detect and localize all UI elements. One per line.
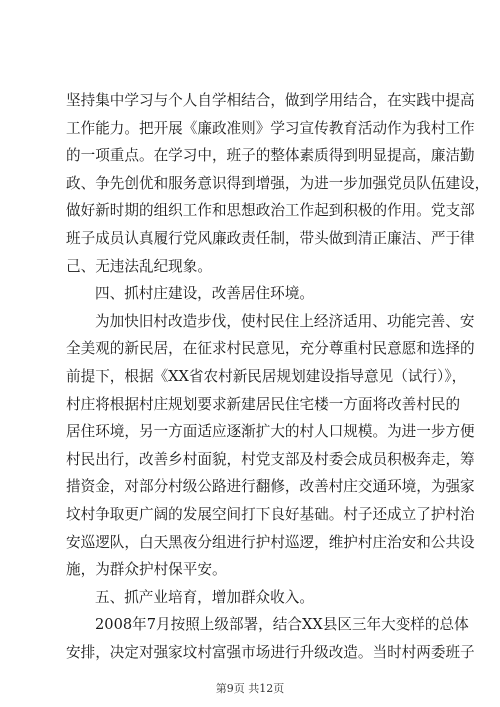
- text-line: 村庄将根据村庄规划要求新建居民住宅楼一方面将改善村民的: [66, 395, 461, 413]
- text-line: 坟村争取更广阔的发展空间打下良好基础。村子还成立了护村治: [66, 505, 475, 523]
- text-line: 村民出行，改善乡村面貌，村党支部及村委会成员积极奔走，筹: [66, 450, 475, 468]
- text-line: 措资金，对部分村级公路进行翻修，改善村庄交通环境，为强家: [66, 478, 475, 496]
- text-line: 己、无违法乱纪现象。: [66, 257, 212, 275]
- text-line: 政、争先创优和服务意识得到增强，为进一步加强党员队伍建设，: [66, 174, 490, 192]
- text-line: 做好新时期的组织工作和思想政治工作起到积极的作用。党支部: [66, 202, 475, 220]
- document-body: [66, 87, 490, 666]
- text-line: 2008年7月按照上级部署，结合XX县区三年大变样的总体: [95, 616, 469, 634]
- text-line: 坚持集中学习与个人自学相结合，做到学用结合，在实践中提高: [66, 92, 475, 109]
- text-line: 班子成员认真履行党风廉政责任制，带头做到清正廉洁、严于律: [66, 229, 475, 247]
- text-line: 全美观的新民居，在征求村民意见，充分尊重村民意愿和选择的: [66, 340, 475, 358]
- page-number-footer: 第9页 共12页: [215, 682, 285, 695]
- text-line: 安巡逻队，白天黑夜分组进行护村巡逻，维护村庄治安和公共设: [66, 533, 475, 551]
- text-line: 工作能力。把开展《廉政准则》学习宣传教育活动作为我村工作: [66, 119, 475, 137]
- section-heading: 五、抓产业培育，增加群众收入。: [95, 588, 314, 606]
- text-line: 施，为群众护村保平安。: [66, 561, 227, 579]
- text-line: 的一项重点。在学习中，班子的整体素质得到明显提高，廉洁勤: [66, 147, 475, 165]
- section-heading: 四、抓村庄建设，改善居住环境。: [95, 285, 314, 303]
- text-line: 居住环境，另一方面适应逐渐扩大的村人口规模。为进一步方便: [66, 423, 475, 441]
- text-line: 为加快旧村改造步伐，使村民住上经济适用、功能完善、安: [95, 312, 475, 330]
- text-line: 安排，决定对强家坟村富强市场进行升级改造。当时村两委班子: [66, 643, 475, 661]
- text-line: 前提下，根据《XX省农村新民居规划建设指导意见（试行）》，: [66, 367, 467, 385]
